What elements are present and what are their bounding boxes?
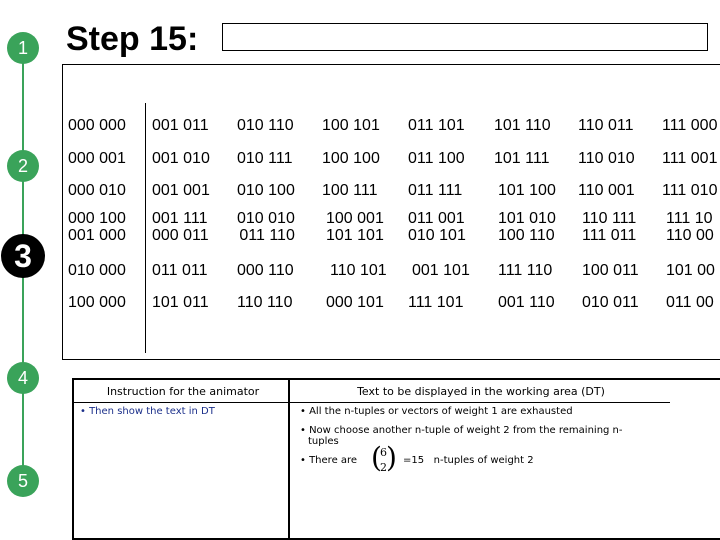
grid-cell: 100 100 bbox=[322, 150, 380, 167]
header-separator bbox=[290, 402, 670, 403]
animator-header: Instruction for the animator bbox=[106, 385, 260, 398]
animator-instruction: • Then show the text in DT bbox=[80, 406, 215, 417]
grid-cell: 000 000 bbox=[68, 117, 126, 134]
grid-cell: 100 000 bbox=[68, 294, 126, 311]
dt-line-5: =15 n-tuples of weight 2 bbox=[403, 455, 534, 466]
grid-cell: 000 101 bbox=[326, 294, 384, 311]
dt-line-4: • There are bbox=[300, 455, 358, 466]
grid-cell: 001 101 bbox=[412, 262, 470, 279]
grid-cell: 000 010 bbox=[68, 182, 126, 199]
grid-cell: 000 110 bbox=[237, 262, 294, 279]
grid-cell: 100 111 bbox=[322, 182, 378, 199]
grid-cell: 111 101 bbox=[408, 294, 464, 311]
grid-cell: 100 001 101 101 bbox=[326, 210, 384, 244]
grid-cell: 101 010 100 110 bbox=[498, 210, 556, 244]
grid-cell: 011 111 bbox=[408, 182, 463, 199]
grid-cell: 011 00 bbox=[666, 294, 714, 311]
step-1[interactable]: 1 bbox=[7, 32, 39, 64]
grid-cell: 010 110 bbox=[237, 117, 294, 134]
title-input-box[interactable] bbox=[222, 23, 708, 51]
binom-n: 6 bbox=[380, 446, 387, 459]
dt-header: Text to be displayed in the working area (DT) bbox=[357, 385, 605, 398]
grid-cell: 111 000 bbox=[662, 117, 718, 134]
grid-cell: 110 111 111 011 bbox=[582, 210, 637, 244]
grid-cell: 011 011 bbox=[152, 262, 208, 279]
grid-cell: 001 011 bbox=[152, 117, 209, 134]
grid-divider bbox=[145, 103, 146, 353]
grid-cell: 111 110 bbox=[498, 262, 553, 279]
header-separator bbox=[74, 402, 288, 403]
grid-cell: 010 011 bbox=[582, 294, 639, 311]
grid-cell: 101 110 bbox=[494, 117, 551, 134]
grid-cell: 010 000 bbox=[68, 262, 126, 279]
dt-line-3: tuples bbox=[308, 436, 339, 447]
grid-cell: 100 101 bbox=[322, 117, 380, 134]
grid-cell: 001 010 bbox=[152, 150, 210, 167]
grid-cell: 010 111 bbox=[237, 150, 293, 167]
grid-cell: 010 100 bbox=[237, 182, 295, 199]
grid-cell: 101 100 bbox=[498, 182, 556, 199]
binomial-coefficient: ( 6 2 ) bbox=[371, 441, 397, 474]
grid-cell: 011 100 bbox=[408, 150, 465, 167]
dt-line-2: • Now choose another n-tuple of weight 2 from the remaining n- bbox=[300, 425, 623, 436]
step-title: Step 15: bbox=[66, 20, 199, 58]
step-5[interactable]: 5 bbox=[7, 465, 39, 497]
grid-cell: 001 110 bbox=[498, 294, 555, 311]
grid-cell: 101 011 bbox=[152, 294, 209, 311]
grid-cell: 111 010 bbox=[662, 182, 718, 199]
grid-cell: 011 001 010 101 bbox=[408, 210, 466, 244]
grid-cell: 101 00 bbox=[666, 262, 715, 279]
grid-cell: 010 010 011 110 bbox=[237, 210, 295, 244]
grid-cell: 000 100 001 000 bbox=[68, 210, 126, 244]
binom-k: 2 bbox=[380, 461, 387, 474]
step-2[interactable]: 2 bbox=[7, 150, 39, 182]
grid-cell: 111 001 bbox=[662, 150, 718, 167]
grid-cell: 111 10 110 00 bbox=[666, 210, 714, 244]
grid-cell: 110 101 bbox=[330, 262, 387, 279]
grid-cell: 100 011 bbox=[582, 262, 639, 279]
grid-cell: 011 101 bbox=[408, 117, 465, 134]
step-4[interactable]: 4 bbox=[7, 362, 39, 394]
grid-cell: 001 001 bbox=[152, 182, 210, 199]
step-3-current[interactable]: 3 bbox=[1, 234, 45, 278]
grid-cell: 110 010 bbox=[578, 150, 635, 167]
grid-cell: 110 110 bbox=[237, 294, 293, 311]
grid-cell: 110 001 bbox=[578, 182, 635, 199]
grid-cell: 101 111 bbox=[494, 150, 550, 167]
dt-line-1: • All the n-tuples or vectors of weight 1 are exhausted bbox=[300, 406, 573, 417]
grid-cell: 110 011 bbox=[578, 117, 634, 134]
grid-cell: 001 111 000 011 bbox=[152, 210, 209, 244]
grid-cell: 000 001 bbox=[68, 150, 126, 167]
